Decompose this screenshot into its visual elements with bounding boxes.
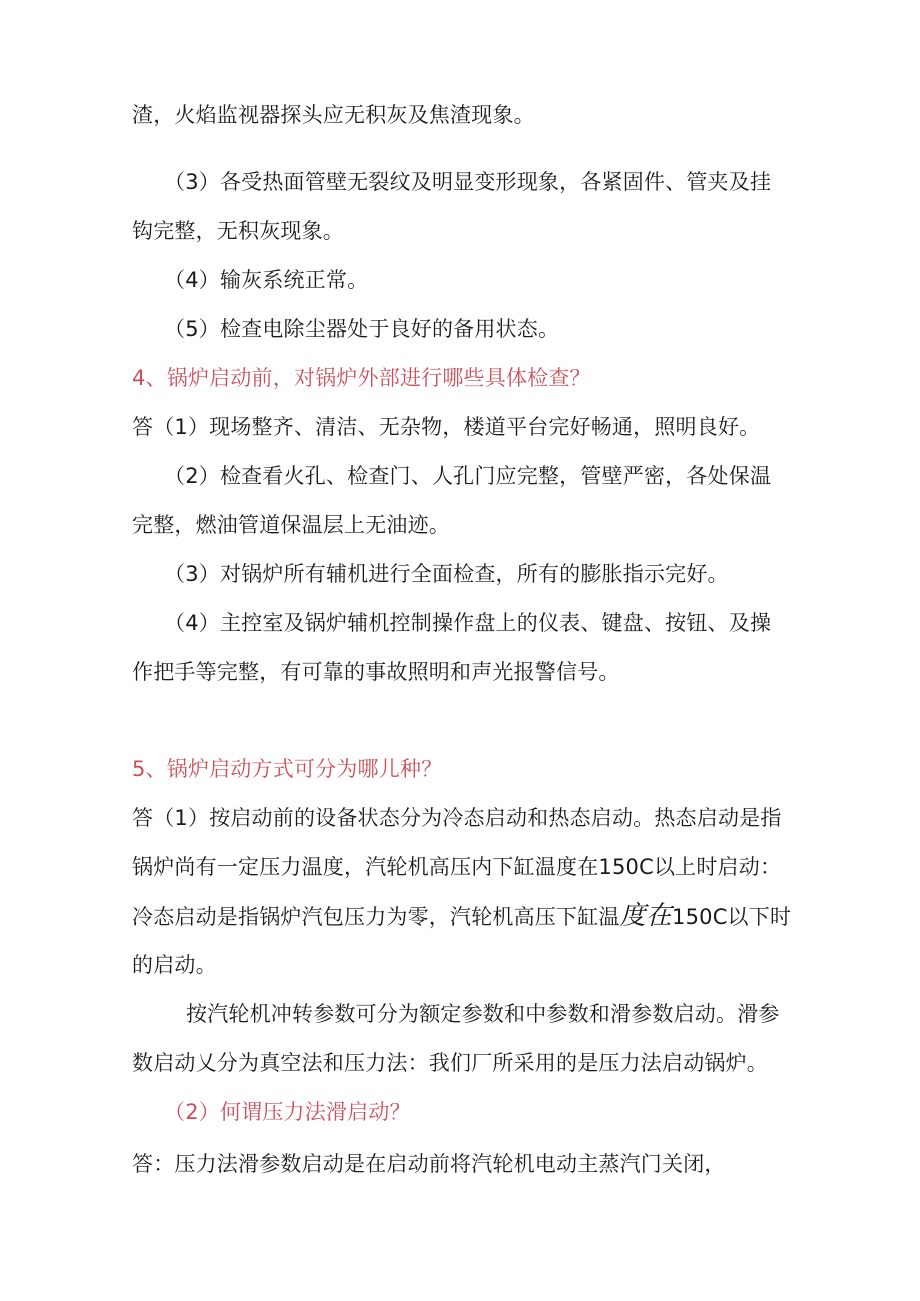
text-line: [132, 902, 791, 931]
text-run: 150C以下时: [672, 905, 792, 929]
text-run-italic: 度在: [619, 901, 673, 931]
text-line: 渣，火焰监视器探头应无积灰及焦渣现象。: [132, 103, 535, 127]
text-line: 答（1）按启动前的设备状态分为冷态启动和热态启动。热态启动是指: [132, 806, 782, 830]
text-line: 答（1）现场整齐、清洁、无杂物，楼道平台完好畅通，照明良好。: [132, 415, 761, 439]
text-line: 答：压力法滑参数启动是在启动前将汽轮机电动主蒸汽门关闭，: [132, 1152, 726, 1176]
text-line: （3）对锅炉所有辅机进行全面检查，所有的膨胀指示完好。: [164, 562, 729, 586]
text-line: （4）输灰系统正常。: [164, 268, 369, 292]
text-line: 作把手等完整，有可靠的事故照明和声光报警信号。: [132, 660, 620, 684]
text-line: 锅炉尚有一定压力温度，汽轮机高压内下缸温度在150C以上时启动：: [132, 855, 782, 879]
text-line: （4）主控室及锅炉辅机控制操作盘上的仪表、键盘、按钮、及操: [164, 611, 772, 635]
text-line: （2）检查看火孔、检查门、人孔门应完整，管壁严密，各处保温: [164, 464, 772, 488]
text-line: 的启动。: [132, 953, 217, 977]
text-line: （3）各受热面管壁无裂纹及明显变形现象，各紧固件、管夹及挂: [164, 170, 772, 194]
text-run: 冷态启动是指锅炉汽包压力为零，汽轮机高压下缸温: [132, 905, 620, 929]
text-line: 钩完整，无积灰现象。: [132, 219, 344, 243]
text-line: 数启动乂分为真空法和压力法：我们厂所采用的是压力法启动锅炉。: [132, 1051, 768, 1075]
section-heading: 4、锅炉启动前，对锅炉外部进行哪些具体检查？: [132, 366, 591, 390]
sub-heading: （2）何谓压力法滑启动？: [164, 1100, 411, 1124]
section-heading: 5、锅炉启动方式可分为哪儿种？: [132, 757, 443, 781]
text-line: 按汽轮机冲转参数可分为额定参数和中参数和滑参数启动。滑参: [186, 1002, 780, 1026]
text-line: 完整，燃油管道保温层上无油迹。: [132, 513, 450, 537]
text-line: （5）检查电除尘器处于良好的备用状态。: [164, 317, 560, 341]
